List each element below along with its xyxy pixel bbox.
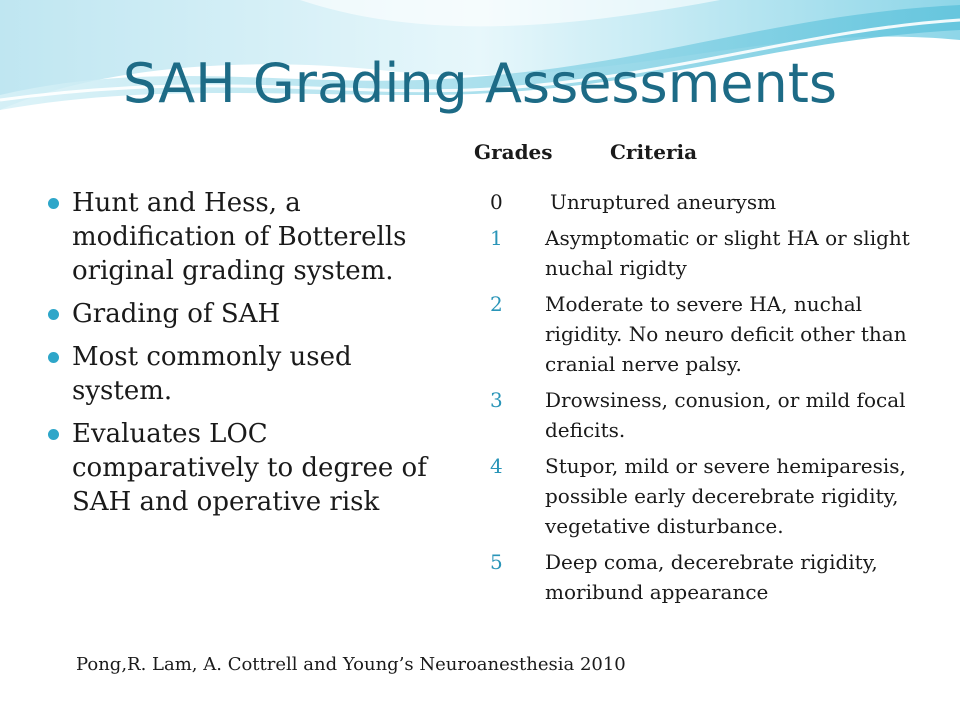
bullet-dot-icon (48, 198, 59, 209)
grade-number: 0 (490, 190, 503, 214)
grade-criteria: Deep coma, decerebrate rigidity, moribund appearance (545, 550, 878, 604)
bullet-text: Evaluates LOC comparatively to degree of SAH and operative risk (72, 419, 427, 517)
bullet-item (48, 186, 448, 288)
grade-criteria: Unruptured aneurysm (550, 190, 777, 214)
slide-title: SAH Grading Assessments (122, 52, 838, 115)
grade-criteria: Drowsiness, conusion, or mild focal deficits. (545, 388, 906, 442)
criteria-column-header: Criteria (610, 140, 698, 164)
grade-number: 5 (490, 550, 503, 574)
bullet-item (48, 297, 448, 331)
bullet-item (48, 417, 448, 519)
grade-criteria: Asymptomatic or slight HA or slight nuchal rigidty (545, 226, 910, 280)
bullet-text: Grading of SAH (72, 299, 281, 329)
grade-row-3 (490, 385, 930, 445)
bullet-text: Hunt and Hess, a modification of Botterells original grading system. (72, 188, 407, 286)
grade-row-2 (490, 289, 930, 379)
bullet-item (48, 340, 448, 408)
grade-number: 4 (490, 454, 503, 478)
bullet-list (48, 186, 448, 528)
grade-list (490, 187, 930, 613)
bullet-dot-icon (48, 352, 59, 363)
grade-criteria: Moderate to severe HA, nuchal rigidity. No neuro deficit other than cranial nerve palsy. (545, 292, 907, 376)
bullet-dot-icon (48, 429, 59, 440)
grade-row-1 (490, 223, 930, 283)
grade-number: 3 (490, 388, 503, 412)
grade-row-4 (490, 451, 930, 541)
grades-column-header: Grades (474, 140, 553, 164)
bullet-text: Most commonly used system. (72, 342, 352, 406)
bullet-dot-icon (48, 309, 59, 320)
grade-number: 2 (490, 292, 503, 316)
grade-number: 1 (490, 226, 503, 250)
citation: Pong,R. Lam, A. Cottrell and Young’s Neuroanesthesia 2010 (76, 654, 626, 675)
grade-criteria: Stupor, mild or severe hemiparesis, possible early decerebrate rigidity, vegetative disturbance. (545, 454, 906, 538)
grade-row-5 (490, 547, 930, 607)
grade-row-0 (490, 187, 930, 217)
